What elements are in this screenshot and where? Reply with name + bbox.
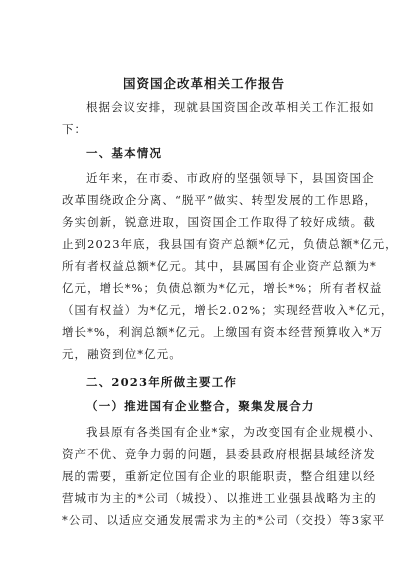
section-1-line-2: 改革围绕政企分离、“脱平”做实、转型发展的工作思路， [62,193,378,207]
section-2-subheading: （一）推进国有企业整合，聚集发展合力 [86,399,315,413]
section-1-line-4: 止到2023年底，我县国有资产总额*亿元，负债总额*亿元， [62,237,398,251]
section-1-line-5: 所有者权益总额*亿元。其中，县属国有企业资产总额为* [62,259,377,273]
section-1-heading: 一、基本情况 [86,146,163,160]
section-1-line-1: 近年来，在市委、市政府的坚强领导下，县国资国企 [86,171,375,185]
document-title: 国资国企改革相关工作报告 [122,76,285,91]
section-1-line-6: 亿元，增长*%；负债总额为*亿元，增长*%；所有者权益 [62,281,383,295]
section-2-line-4: 营城市为主的*公司（城投）、以推进工业强县战略为主的 [62,491,377,505]
section-1-line-7: （国有权益）为*亿元，增长2.02%；实现经营收入*亿元， [62,303,394,317]
section-1-line-9: 元，融资到位*亿元。 [62,347,182,361]
section-1-line-3: 务实创新，锐意进取，国资国企工作取得了较好成绩。截 [62,215,376,229]
section-2-heading: 二、2023年所做主要工作 [86,375,238,389]
intro-line-1: 根据会议安排，现就县国资国企改革相关工作汇报如 [86,100,375,114]
section-2-line-1: 我县原有各类国有企业*家，为改变国有企业规模小、 [86,425,382,439]
section-1-line-8: 增长*%，利润总额*亿元。上缴国有资本经营预算收入*万 [62,325,384,339]
section-2-line-3: 展的需要，重新定位国有企业的职能职责，整合组建以经 [62,469,376,483]
section-2-line-2: 资产不优、竞争力弱的问题，县委县政府根据县域经济发 [62,447,376,461]
intro-line-2: 下： [62,122,88,136]
section-2-line-5: *公司、以适应交通发展需求为主的*公司（交投）等3家平 [62,513,386,527]
